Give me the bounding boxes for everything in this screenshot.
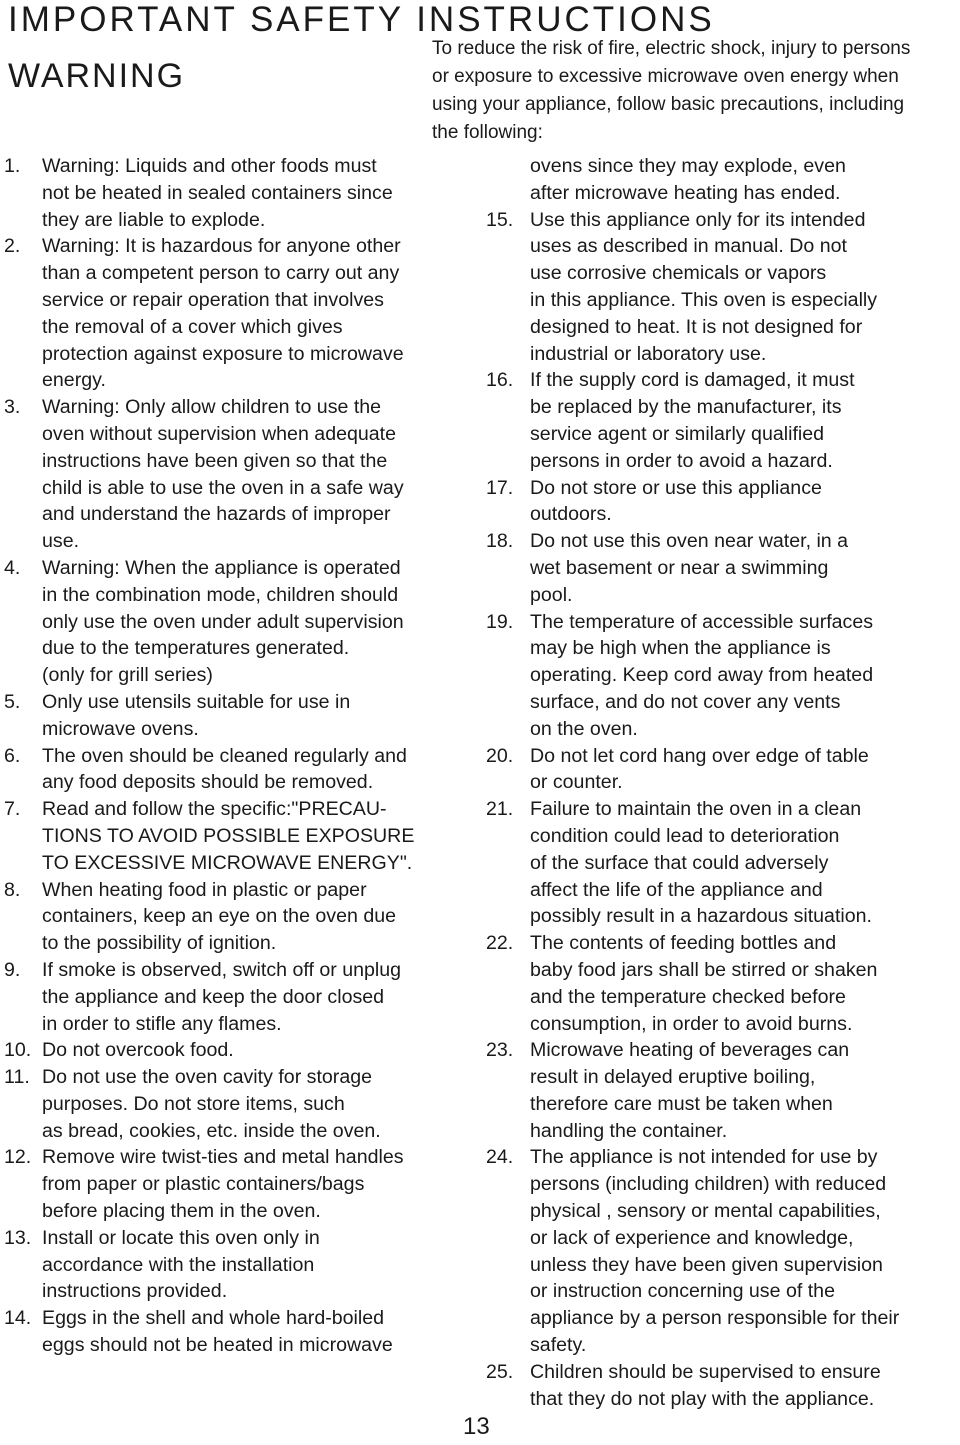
instruction-item-6 bbox=[4, 743, 474, 797]
instruction-text-line: the appliance and keep the door closed bbox=[42, 985, 385, 1008]
instruction-text-line: service or repair operation that involves bbox=[42, 288, 384, 311]
instruction-text-line: operating. Keep cord away from heated bbox=[530, 664, 874, 687]
instruction-text-line: Do not use the oven cavity for storage bbox=[42, 1066, 373, 1089]
instruction-number: 14. bbox=[4, 1307, 32, 1330]
instruction-text-line: Warning: Liquids and other foods must bbox=[42, 155, 377, 177]
instruction-text-line: industrial or laboratory use. bbox=[530, 342, 767, 365]
instruction-text-line: on the oven. bbox=[530, 717, 638, 740]
instruction-text-line: use. bbox=[42, 530, 80, 553]
instruction-item-1 bbox=[4, 153, 474, 233]
instruction-text-line: baby food jars shall be stirred or shaken bbox=[530, 958, 878, 981]
instruction-item-4 bbox=[4, 555, 474, 689]
instruction-text-line: ovens since they may explode, even bbox=[530, 155, 846, 177]
instruction-number: 15. bbox=[486, 208, 514, 231]
instruction-item-23 bbox=[486, 1037, 956, 1144]
instruction-text-line: persons in order to avoid a hazard. bbox=[530, 449, 833, 472]
instruction-text-line: of the surface that could adversely bbox=[530, 851, 829, 874]
instruction-item-24 bbox=[486, 1144, 956, 1358]
instruction-text-line: service agent or similarly qualified bbox=[530, 422, 825, 445]
instruction-text-line: containers, keep an eye on the oven due bbox=[42, 905, 397, 928]
instruction-text-line: only use the oven under adult supervision bbox=[42, 610, 404, 633]
instruction-text-line: wet basement or near a swimming bbox=[530, 556, 829, 579]
instruction-number: 19. bbox=[486, 610, 514, 633]
instruction-text-line: before placing them in the oven. bbox=[42, 1200, 321, 1223]
instruction-text-line: The appliance is not intended for use by bbox=[530, 1146, 878, 1169]
instruction-text-line: If the supply cord is damaged, it must bbox=[530, 369, 855, 392]
warning-heading: WARNING bbox=[8, 57, 186, 95]
instruction-text-line: after microwave heating has ended. bbox=[530, 181, 841, 204]
instruction-item-21 bbox=[486, 796, 956, 930]
instruction-number: 22. bbox=[486, 932, 514, 955]
instruction-text-line: Install or locate this oven only in bbox=[42, 1226, 320, 1249]
instruction-text-line: in this appliance. This oven is especially bbox=[530, 288, 878, 311]
instruction-number: 7. bbox=[4, 798, 21, 821]
instruction-text-line: in the combination mode, children should bbox=[42, 583, 399, 606]
instruction-text-line: they are liable to explode. bbox=[42, 208, 266, 231]
continued-instruction-14 bbox=[486, 153, 956, 207]
instruction-text-line: pool. bbox=[530, 583, 573, 606]
instruction-text-line: eggs should not be heated in microwave bbox=[42, 1334, 393, 1357]
intro-line: or exposure to excessive microwave oven energy when bbox=[432, 66, 899, 87]
instruction-text-line: Only use utensils suitable for use in bbox=[42, 690, 351, 713]
instruction-text-line: Warning: It is hazardous for anyone other bbox=[42, 235, 401, 258]
instruction-text-line: therefore care must be taken when bbox=[530, 1092, 833, 1115]
instruction-item-9 bbox=[4, 957, 474, 1037]
instruction-text-line: physical , sensory or mental capabilities, bbox=[530, 1200, 881, 1223]
instruction-item-19 bbox=[486, 609, 956, 743]
instruction-text-line: or counter. bbox=[530, 771, 623, 794]
instruction-number: 5. bbox=[4, 690, 21, 713]
instruction-text-line: affect the life of the appliance and bbox=[530, 878, 823, 901]
intro-line: To reduce the risk of fire, electric shock, injury to persons bbox=[432, 38, 911, 59]
left-instructions-column bbox=[4, 153, 474, 1359]
instruction-item-12 bbox=[4, 1144, 474, 1224]
instruction-text-line: use corrosive chemicals or vapors bbox=[530, 262, 827, 285]
instruction-number: 9. bbox=[4, 958, 21, 981]
instruction-text-line: Remove wire twist-ties and metal handles bbox=[42, 1146, 404, 1169]
instruction-text-line: from paper or plastic containers/bags bbox=[42, 1173, 365, 1196]
instruction-text-line: (only for grill series) bbox=[42, 664, 213, 687]
right-instructions-column bbox=[486, 153, 956, 1412]
instruction-text-line: result in delayed eruptive boiling, bbox=[530, 1066, 816, 1089]
instruction-text-line: The contents of feeding bottles and bbox=[530, 932, 837, 955]
instruction-text-line: TO EXCESSIVE MICROWAVE ENERGY". bbox=[42, 851, 413, 874]
instruction-text-line: than a competent person to carry out any bbox=[42, 262, 400, 285]
instruction-text-line: unless they have been given supervision bbox=[530, 1253, 883, 1276]
instruction-text-line: microwave ovens. bbox=[42, 717, 199, 740]
instruction-text-line: outdoors. bbox=[530, 503, 612, 526]
instruction-text-line: and understand the hazards of improper bbox=[42, 503, 391, 526]
instruction-text-line: not be heated in sealed containers since bbox=[42, 181, 393, 204]
instruction-text-line: Do not store or use this appliance bbox=[530, 476, 822, 499]
instruction-text-line: possibly result in a hazardous situation. bbox=[530, 905, 872, 928]
instruction-text-line: The oven should be cleaned regularly and bbox=[42, 744, 407, 767]
instruction-item-5 bbox=[4, 689, 474, 743]
instruction-number: 1. bbox=[4, 155, 21, 177]
instruction-item-8 bbox=[4, 877, 474, 957]
instruction-item-16 bbox=[486, 367, 956, 474]
instruction-text-line: appliance by a person responsible for their bbox=[530, 1307, 900, 1330]
instruction-number: 18. bbox=[486, 530, 514, 553]
intro-line: using your appliance, follow basic precautions, including bbox=[432, 94, 905, 115]
instruction-text-line: If smoke is observed, switch off or unplug bbox=[42, 958, 402, 981]
intro-paragraph bbox=[432, 35, 960, 147]
instruction-text-line: consumption, in order to avoid burns. bbox=[530, 1012, 853, 1035]
instruction-item-14 bbox=[4, 1305, 474, 1359]
instruction-text-line: as bread, cookies, etc. inside the oven. bbox=[42, 1119, 381, 1142]
instruction-text-line: persons (including children) with reduced bbox=[530, 1173, 887, 1196]
instruction-text-line: Read and follow the specific:"PRECAU- bbox=[42, 798, 387, 821]
instruction-text-line: instructions have been given so that the bbox=[42, 449, 388, 472]
instruction-text-line: in order to stifle any flames. bbox=[42, 1012, 282, 1035]
instruction-item-17 bbox=[486, 475, 956, 529]
instruction-text-line: instructions provided. bbox=[42, 1280, 228, 1303]
instruction-text-line: that they do not play with the appliance. bbox=[530, 1387, 875, 1410]
instruction-text-line: any food deposits should be removed. bbox=[42, 771, 374, 794]
instruction-text-line: TIONS TO AVOID POSSIBLE EXPOSURE bbox=[42, 824, 415, 847]
instruction-text-line: may be high when the appliance is bbox=[530, 637, 831, 660]
instruction-number: 20. bbox=[486, 744, 514, 767]
instruction-text-line: or instruction concerning use of the bbox=[530, 1280, 835, 1303]
instruction-text-line: Warning: Only allow children to use the bbox=[42, 396, 382, 419]
instruction-text-line: purposes. Do not store items, such bbox=[42, 1092, 345, 1115]
instruction-item-11 bbox=[4, 1064, 474, 1144]
instruction-text-line: Do not use this oven near water, in a bbox=[530, 530, 849, 553]
instruction-number: 16. bbox=[486, 369, 514, 392]
instruction-item-20 bbox=[486, 743, 956, 797]
instruction-text-line: child is able to use the oven in a safe way bbox=[42, 476, 404, 499]
instruction-item-10 bbox=[4, 1037, 474, 1064]
instruction-item-18 bbox=[486, 528, 956, 608]
instruction-number: 6. bbox=[4, 744, 21, 767]
instruction-text-line: oven without supervision when adequate bbox=[42, 422, 397, 445]
instruction-text-line: energy. bbox=[42, 369, 106, 392]
instruction-item-7 bbox=[4, 796, 474, 876]
instruction-text-line: designed to heat. It is not designed for bbox=[530, 315, 863, 338]
instruction-number: 3. bbox=[4, 396, 21, 419]
instruction-item-15 bbox=[486, 207, 956, 368]
instruction-text-line: the removal of a cover which gives bbox=[42, 315, 343, 338]
instruction-text-line: Warning: When the appliance is operated bbox=[42, 556, 401, 579]
instruction-text-line: due to the temperatures generated. bbox=[42, 637, 350, 660]
instruction-text-line: Children should be supervised to ensure bbox=[530, 1360, 881, 1383]
instruction-number: 13. bbox=[4, 1226, 32, 1249]
instruction-number: 12. bbox=[4, 1146, 32, 1169]
instruction-item-13 bbox=[4, 1225, 474, 1305]
instruction-number: 17. bbox=[486, 476, 514, 499]
instruction-item-22 bbox=[486, 930, 956, 1037]
instruction-text-line: Eggs in the shell and whole hard-boiled bbox=[42, 1307, 385, 1330]
instruction-number: 4. bbox=[4, 556, 21, 579]
instruction-text-line: handling the container. bbox=[530, 1119, 728, 1142]
instruction-number: 8. bbox=[4, 878, 21, 901]
instruction-text-line: condition could lead to deterioration bbox=[530, 824, 840, 847]
instruction-text-line: to the possibility of ignition. bbox=[42, 932, 277, 955]
instruction-text-line: accordance with the installation bbox=[42, 1253, 315, 1276]
instruction-number: 21. bbox=[486, 798, 514, 821]
instruction-item-2 bbox=[4, 233, 474, 394]
instruction-number: 23. bbox=[486, 1039, 514, 1062]
instruction-text-line: surface, and do not cover any vents bbox=[530, 690, 841, 713]
instruction-number: 2. bbox=[4, 235, 21, 258]
instruction-text-line: Use this appliance only for its intended bbox=[530, 208, 866, 231]
instruction-text-line: Microwave heating of beverages can bbox=[530, 1039, 850, 1062]
instruction-text-line: and the temperature checked before bbox=[530, 985, 846, 1008]
instruction-number: 10. bbox=[4, 1039, 32, 1062]
instruction-text-line: protection against exposure to microwave bbox=[42, 342, 404, 365]
instruction-text-line: safety. bbox=[530, 1334, 587, 1357]
instruction-text-line: Do not let cord hang over edge of table bbox=[530, 744, 869, 767]
instruction-text-line: uses as described in manual. Do not bbox=[530, 235, 847, 258]
instruction-number: 11. bbox=[4, 1066, 30, 1089]
instruction-text-line: When heating food in plastic or paper bbox=[42, 878, 367, 901]
page-number: 13 bbox=[463, 1413, 490, 1440]
intro-line: the following: bbox=[432, 122, 543, 143]
instruction-text-line: be replaced by the manufacturer, its bbox=[530, 396, 842, 419]
instruction-text-line: Failure to maintain the oven in a clean bbox=[530, 798, 862, 821]
instruction-text-line: Do not overcook food. bbox=[42, 1039, 234, 1062]
instruction-item-25 bbox=[486, 1359, 956, 1413]
instruction-text-line: or lack of experience and knowledge, bbox=[530, 1226, 854, 1249]
page-title: IMPORTANT SAFETY INSTRUCTIONS bbox=[8, 0, 715, 39]
instruction-number: 25. bbox=[486, 1360, 514, 1383]
instruction-number: 24. bbox=[486, 1146, 514, 1169]
instruction-text-line: The temperature of accessible surfaces bbox=[530, 610, 874, 633]
instruction-item-3 bbox=[4, 394, 474, 555]
